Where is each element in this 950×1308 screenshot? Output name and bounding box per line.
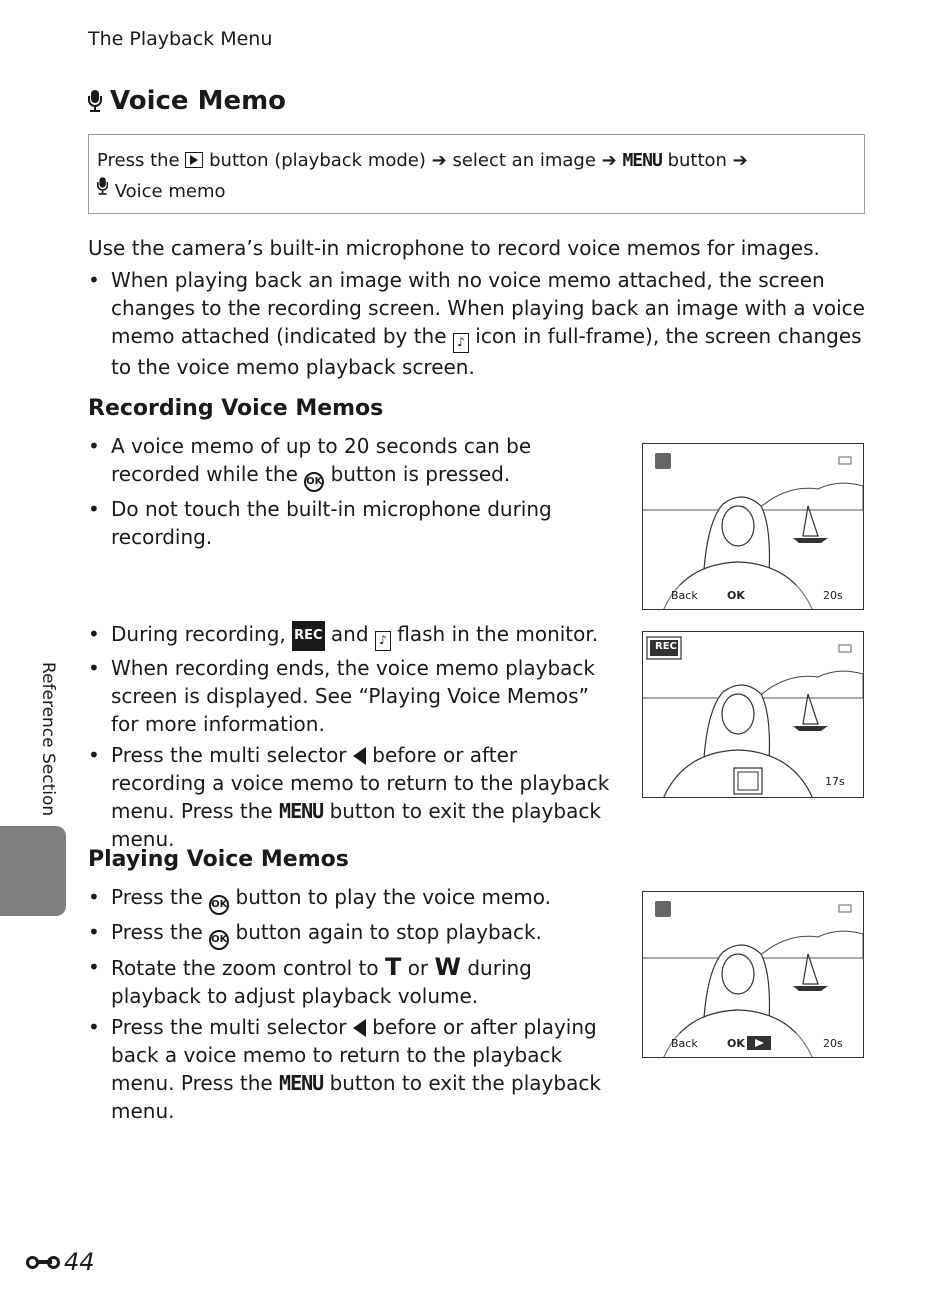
back-label: Back	[671, 589, 698, 602]
list-item: • When recording ends, the voice memo playback screen is displayed. See “Playing Voice Memos” for more information.	[88, 654, 613, 738]
intro-text: Use the camera’s built-in microphone to record voice memos for images.	[88, 236, 820, 260]
screen-illustration	[643, 444, 864, 610]
arrow-right-icon: ➔	[431, 150, 447, 171]
running-header: The Playback Menu	[88, 28, 273, 50]
list-item: • Do not touch the built-in microphone during recording.	[88, 495, 613, 551]
voice-memo-icon: ♪	[453, 333, 469, 353]
page-title-text: Voice Memo	[110, 86, 287, 116]
reference-section-label: Reference Section	[38, 662, 58, 817]
zoom-w-label: W	[434, 953, 461, 981]
menu-button-label: MENU	[279, 1071, 324, 1095]
list-item: • During recording, REC and ♪ flash in the monitor.	[88, 620, 613, 651]
page-number	[26, 1248, 95, 1276]
time-remaining: 20s	[823, 1037, 843, 1050]
arrow-right-icon: ➔	[732, 150, 748, 171]
arrow-right-icon: ➔	[601, 150, 617, 171]
page-title	[88, 86, 286, 116]
list-item: • Press the multi selector before or after playing back a voice memo to return to the playback menu. Press the MENU button to exit the playback menu.	[88, 1013, 613, 1125]
back-label: Back	[671, 1037, 698, 1050]
menu-button-label: MENU	[279, 799, 324, 823]
microphone-icon	[97, 177, 107, 195]
list-item: • Press the OK button to play the voice memo.	[88, 883, 613, 915]
ok-button-icon: OK	[304, 472, 324, 492]
ok-label: OK	[727, 589, 745, 602]
menu-path-text: Press the	[97, 150, 180, 171]
list-item: • A voice memo of up to 20 seconds can be recorded while the OK button is pressed.	[88, 432, 613, 492]
intro-section	[88, 234, 868, 384]
list-item: • Press the multi selector before or after recording a voice memo to return to the playback menu. Press the MENU button to exit the playback menu.	[88, 741, 613, 853]
list-item: • Rotate the zoom control to T or W during playback to adjust playback volume.	[88, 953, 613, 1010]
list-item: • When playing back an image with no voice memo attached, the screen changes to the recording screen. When playing back an image with a voice memo attached (indicated by the ♪ icon in full-frame), the screen changes to the voice memo playback screen.	[88, 266, 868, 381]
ok-button-icon: OK	[209, 930, 229, 950]
screen-illustration	[643, 892, 864, 1058]
side-label-container	[36, 662, 58, 817]
playback-button-icon	[185, 152, 203, 168]
list-item: • Press the OK button again to stop playback.	[88, 918, 613, 950]
recording-list-1	[88, 432, 613, 554]
menu-path-text: button (playback mode)	[209, 150, 426, 171]
microphone-icon	[88, 90, 102, 112]
page-number-text: 44	[64, 1248, 95, 1276]
camera-screen-recording	[642, 443, 864, 610]
multi-selector-left-icon	[353, 1019, 366, 1037]
recording-list-2	[88, 620, 613, 856]
menu-path-text: Voice memo	[114, 181, 226, 202]
section-tab	[0, 826, 66, 916]
camera-screen-playback	[642, 891, 864, 1058]
menu-path-text: button	[667, 150, 727, 171]
playing-list	[88, 883, 613, 1128]
time-remaining: 20s	[823, 589, 843, 602]
section-heading-recording: Recording Voice Memos	[88, 396, 384, 421]
ok-label: OK	[727, 1037, 745, 1050]
ok-button-icon: OK	[209, 895, 229, 915]
reference-binoculars-icon	[26, 1253, 62, 1271]
time-remaining: 17s	[825, 775, 845, 788]
zoom-t-label: T	[384, 953, 402, 981]
multi-selector-left-icon	[353, 747, 366, 765]
voice-memo-icon: ♪	[375, 631, 391, 651]
rec-badge: REC	[655, 641, 677, 652]
camera-screen-during-recording	[642, 631, 864, 798]
screen-illustration	[643, 632, 864, 798]
section-heading-playing: Playing Voice Memos	[88, 847, 349, 872]
menu-path-box	[88, 134, 865, 214]
menu-button-label: MENU	[622, 150, 662, 171]
menu-path-text: select an image	[452, 150, 596, 171]
rec-icon: REC	[292, 621, 324, 651]
